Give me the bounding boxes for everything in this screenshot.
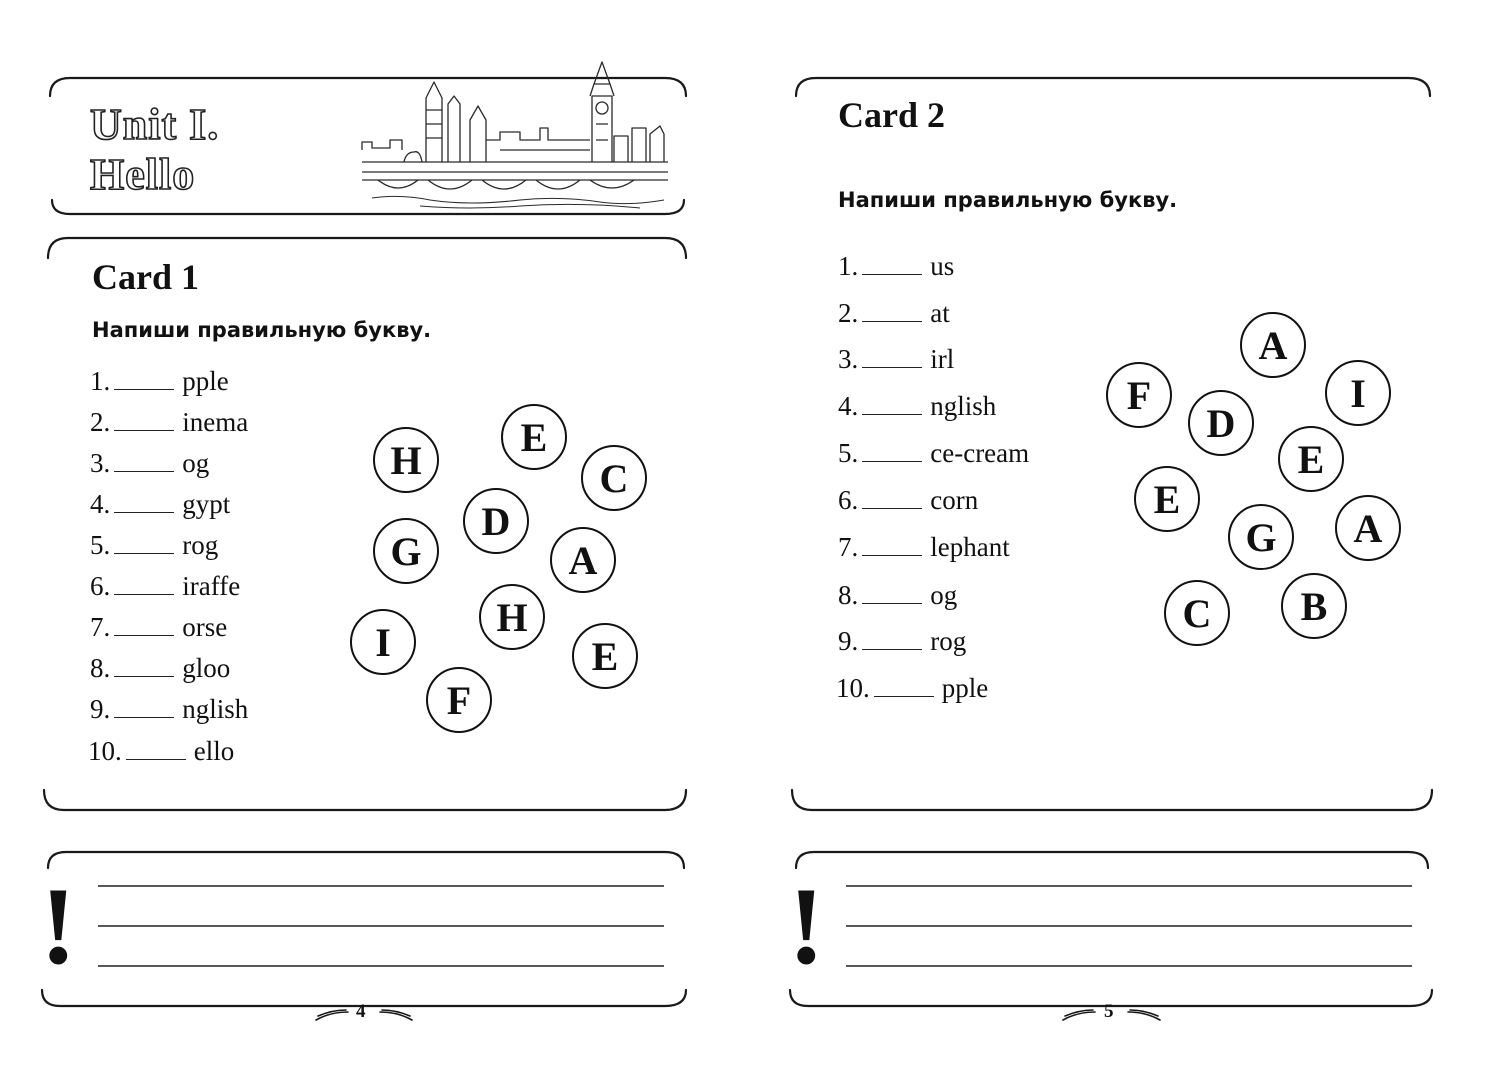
list-item [88,736,234,767]
word-ending: pple [182,366,229,396]
list-item [838,580,957,611]
letter-circle: B [1281,573,1347,639]
list-item [90,530,218,561]
answer-blank[interactable] [862,441,922,462]
letter-circle: I [350,609,416,675]
word-ending: nglish [930,391,997,421]
answer-blank[interactable] [874,676,934,697]
list-item [838,344,954,375]
answer-blank[interactable] [862,254,922,275]
answer-blank[interactable] [862,347,922,368]
word-ending: pple [941,673,989,703]
page-number: 5 [1104,1001,1114,1022]
letter-circle: D [463,488,529,554]
word-ending: corn [930,485,979,515]
unit-title [90,100,219,200]
word-ending: gypt [182,489,231,519]
item-number: 2. [90,407,111,437]
word-ending: lephant [930,532,1010,562]
letter-circle: C [581,445,647,511]
word-ending: rog [930,626,967,656]
word-ending: rog [182,530,219,560]
list-item [90,489,230,520]
letter-circle: H [479,584,545,650]
list-item [90,653,230,684]
word-ending: inema [182,407,249,437]
london-skyline-illustration [362,62,668,208]
word-ending: nglish [182,694,249,724]
answer-blank[interactable] [114,410,174,431]
letter-circle: H [373,427,439,493]
note-exclamation-icon: ! [788,865,825,987]
item-number: 7. [838,532,859,562]
item-number: 8. [90,653,111,683]
word-ending: ello [193,736,235,766]
answer-blank[interactable] [114,574,174,595]
item-number: 6. [90,571,111,601]
list-item [90,694,248,725]
list-item [838,438,1029,469]
letter-circle: G [373,518,439,584]
answer-blank[interactable] [114,615,174,636]
answer-blank[interactable] [114,533,174,554]
item-number: 2. [838,298,859,328]
note-exclamation-icon: ! [40,865,77,987]
list-item [838,391,996,422]
list-item [836,673,988,704]
word-ending: orse [182,612,228,642]
answer-blank[interactable] [862,535,922,556]
letter-circle: I [1325,360,1391,426]
word-ending: at [930,298,950,328]
word-ending: iraffe [182,571,241,601]
item-number: 4. [838,391,859,421]
item-number: 10. [88,736,122,766]
list-item [838,485,978,516]
list-item [838,626,966,657]
letter-circle: D [1188,390,1254,456]
item-number: 3. [838,344,859,374]
item-number: 6. [838,485,859,515]
word-ending: og [930,580,958,610]
item-number: 1. [90,366,111,396]
answer-blank[interactable] [862,301,922,322]
letter-circle: A [550,527,616,593]
item-number: 5. [90,530,111,560]
list-item [90,448,209,479]
item-number: 10. [836,673,870,703]
note-lines-left[interactable] [98,870,664,974]
unit-title-line1: Unit I. [90,100,220,149]
answer-blank[interactable] [114,369,174,390]
letter-circle: C [1164,580,1230,646]
item-number: 9. [90,694,111,724]
answer-blank[interactable] [862,488,922,509]
letter-circle: F [426,667,492,733]
list-item [90,571,240,602]
unit-title-line2: Hello [90,150,196,199]
answer-blank[interactable] [114,492,174,513]
letter-circle: E [1134,466,1200,532]
card-1-title: Card 1 [92,257,199,297]
item-number: 3. [90,448,111,478]
answer-blank[interactable] [862,394,922,415]
list-item [838,532,1010,563]
card-2-title: Card 2 [838,95,945,135]
page-number: 4 [356,1001,366,1022]
word-ending: og [182,448,210,478]
list-item [90,612,227,643]
word-ending: us [930,251,955,281]
answer-blank[interactable] [862,583,922,604]
card-2-instruction: Напиши правильную букву. [838,188,1178,212]
letter-circle: E [1278,426,1344,492]
note-lines-right[interactable] [846,870,1412,974]
word-ending: gloo [182,653,231,683]
answer-blank[interactable] [126,739,186,760]
word-ending: irl [930,344,955,374]
answer-blank[interactable] [114,656,174,677]
list-item [838,251,954,282]
answer-blank[interactable] [114,451,174,472]
item-number: 9. [838,626,859,656]
letter-circle: E [501,404,567,470]
answer-blank[interactable] [114,697,174,718]
letter-circle: A [1240,312,1306,378]
letter-circle: A [1335,495,1401,561]
letter-circle: F [1106,362,1172,428]
item-number: 5. [838,438,859,468]
item-number: 7. [90,612,111,642]
item-number: 4. [90,489,111,519]
list-item [90,366,229,397]
list-item [90,407,248,438]
word-ending: ce-cream [930,438,1030,468]
letter-circle: E [572,623,638,689]
list-item [838,298,950,329]
card-1-instruction: Напиши правильную букву. [92,318,432,342]
answer-blank[interactable] [862,629,922,650]
item-number: 8. [838,580,859,610]
letter-circle: G [1228,504,1294,570]
item-number: 1. [838,251,859,281]
